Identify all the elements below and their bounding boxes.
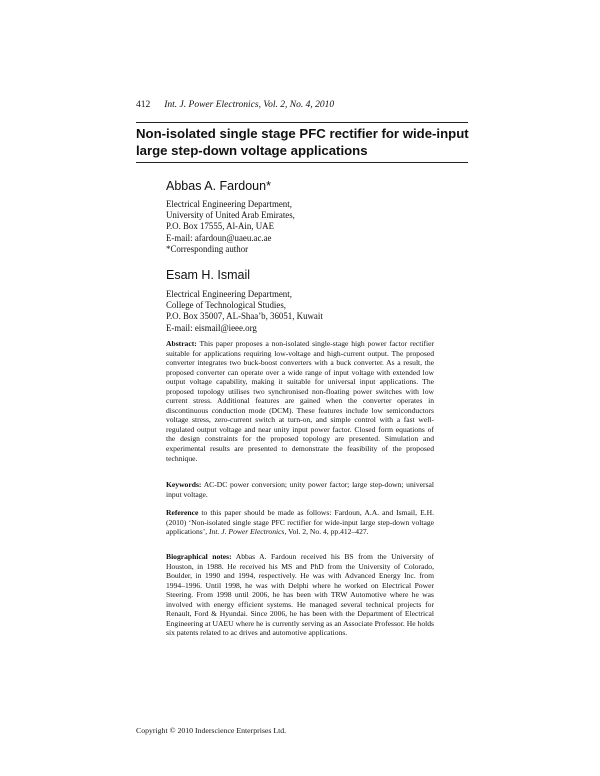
title-bottom-rule: [136, 162, 468, 163]
author-1-name: Abbas A. Fardoun*: [166, 179, 271, 193]
title-line-2: large step-down voltage applications: [136, 142, 368, 158]
page-number: 412: [136, 100, 151, 110]
affiliation-line: College of Technological Studies,: [166, 300, 286, 311]
affiliation-line: University of United Arab Emirates,: [166, 210, 295, 221]
affiliation-line: P.O. Box 35007, AL-Shaa’b, 36051, Kuwait: [166, 311, 323, 322]
keywords: [166, 480, 434, 499]
bio-text: Abbas A. Fardoun received his BS from the University of Houston, in 1988. He received his MS and PhD from the University of Colorado, Boulder, in 1990 and 1994, respectively. He was with Advanced Energy Inc. from 1994–1996. Until 1998, he was with Delphi where he worked on Electrical Power Steering. From 1998 until 2006, he has been with TRW Automotive where he was involved with energy efficient systems. He managed several technical projects for Renault, Ford & Hyundai. Since 2006, he has been with the Department of Electrical Engineering at UAEU where he is currently serving as an Associate Professor. He holds six patents related to ac drives and automotive applications.: [166, 552, 434, 638]
author-1-email: E-mail: afardoun@uaeu.ac.ae: [166, 232, 272, 243]
paper-title: [136, 126, 476, 159]
journal-citation: Int. J. Power Electronics, Vol. 2, No. 4, 2010: [164, 100, 335, 110]
reference-label: Reference: [166, 508, 199, 517]
abstract-label: Abstract:: [166, 339, 197, 348]
author-2-affiliation: [166, 289, 323, 334]
affiliation-line: Electrical Engineering Department,: [166, 289, 292, 299]
copyright: Copyright © 2010 Inderscience Enterprises Ltd.: [136, 726, 287, 735]
reference: [166, 508, 434, 537]
author-2-name: Esam H. Ismail: [166, 268, 251, 282]
title-line-1: Non-isolated single stage PFC rectifier for wide-input: [136, 126, 469, 141]
keywords-text: AC-DC power conversion; unity power factor; large step-down; universal input voltage.: [166, 480, 434, 499]
abstract-text: This paper proposes a non-isolated single-stage high power factor rectifier suitable for applications requiring low-voltage and high-current output. The proposed converter integrates two buck-boost converters with a buck converter. As a result, the proposed converter can operate over a wide range of input voltage with extended low output voltage capability, making it suitable for universal input applications. The proposed topology utilises two synchronised non-floating power switches with low current stress. Additional features are gained when the converter operates in discontinuous conduction mode (DCM). These features include low semiconductors voltage stress, zero-current switch at turn-on, and simple control with a fast well-regulated output voltage and near unity input power factor. Closed form equations of the design constraints for the proposed topology are presented. Simulation and experimental results are presented to demonstrate the feasibility of the proposed technique.: [166, 339, 435, 463]
reference-journal: Int. J. Power Electronics: [209, 527, 285, 537]
biographical-notes: [166, 552, 434, 638]
title-top-rule: [136, 122, 468, 123]
abstract: [166, 339, 434, 463]
reference-text: to this paper should be made as follows: Fardoun, A.A. and Ismail, E.H. (2010) ‘Non-isolated single stage PFC rectifier for wide-input large step-down voltage applications’,: [166, 508, 434, 537]
author-1-affiliation: [166, 199, 295, 255]
author-2-email: E-mail: eismail@ieee.org: [166, 322, 257, 333]
affiliation-line: Electrical Engineering Department,: [166, 199, 292, 209]
corresponding-author-note: *Corresponding author: [166, 243, 249, 254]
bio-label: Biographical notes:: [166, 552, 232, 561]
affiliation-line: P.O. Box 17555, Al-Ain, UAE: [166, 221, 274, 232]
keywords-label: Keywords:: [166, 480, 202, 489]
reference-text-end: , Vol. 2, No. 4, pp.412–427.: [284, 527, 369, 537]
running-header: [136, 100, 334, 110]
